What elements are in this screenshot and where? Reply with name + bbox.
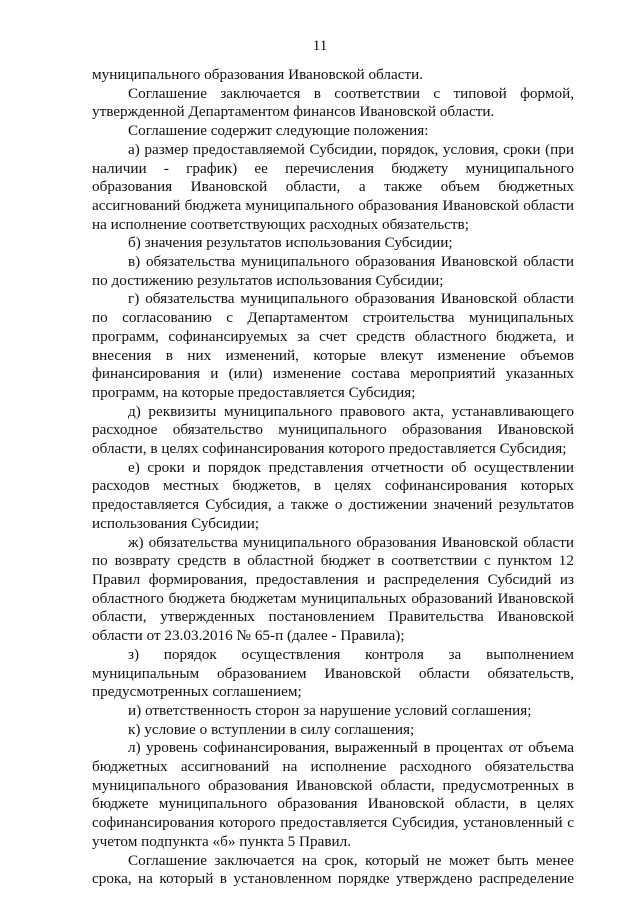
paragraph: к) условие о вступлении в силу соглашения;	[128, 720, 415, 738]
paragraph: муниципального образования Ивановской области.	[92, 66, 424, 83]
paragraph: б) значения результатов использования Субсидии;	[128, 234, 453, 252]
paragraph: л) уровень софинансирования, выраженный в процентах от объема бюджетных ассигнований на исполнение расходного обязательства муниципального образования Ивановской области, предусмотренных в бюджете муниципального образования Ивановской области, в целях софинансирования которого предоставляется Субсидия, установленный с учетом подпункта «б» пункта 5 Правил.	[92, 739, 574, 850]
page-number: 11	[312, 38, 328, 54]
paragraph: Соглашение заключается в соответствии с типовой формой, утвержденной Департаментом финансов Ивановской области.	[92, 84, 574, 121]
body-text	[92, 66, 574, 889]
paragraph: Соглашение содержит следующие положения:	[128, 122, 429, 140]
paragraph: ж) обязательства муниципального образования Ивановской области по возврату средств в областной бюджет в соответствии с пунктом 12 Правил формирования, предоставления и распределения Субсидий из областного бюджета бюджетам муниципальных образований Ивановской области, утвержденных постановлением Правительства Ивановской области от 23.03.2016 № 65-п (далее - Правила);	[92, 533, 574, 645]
paragraph: д) реквизиты муниципального правового акта, устанавливающего расходное обязательство муниципального образования Ивановской области, в целях софинансирования которого предоставляется Субсидия;	[92, 402, 574, 458]
paragraph: г) обязательства муниципального образования Ивановской области по согласованию с Департаментом строительства муниципальных программ, софинансируемых за счет средств областного бюджета, и внесения в них изменений, которые влекут изменение объемов финансирования и (или) изменение состава мероприятий указанных программ, на которые предоставляется Субсидия;	[92, 290, 574, 401]
paragraph: з) порядок осуществления контроля за выполнением муниципальным образованием Ивановской области обязательств, предусмотренных соглашением;	[92, 645, 574, 701]
paragraph: и) ответственность сторон за нарушение условий соглашения;	[128, 701, 532, 719]
paragraph: Соглашение заключается на срок, который не может быть менее срока, на который в установленном порядке утверждено распределение	[92, 851, 574, 888]
paragraph: а) размер предоставляемой Субсидии, порядок, условия, сроки (при наличии - график) ее перечисления бюджету муниципального образования Ивановской области, а также объем бюджетных ассигнований бюджета муниципального образования Ивановской области на исполнение соответствующих расходных обязательств;	[92, 140, 574, 233]
paragraph: в) обязательства муниципального образования Ивановской области по достижению результатов использования Субсидии;	[92, 253, 574, 289]
paragraph: е) сроки и порядок представления отчетности об осуществлении расходов местных бюджетов, в целях софинансирования которых предоставляется Субсидия, а также о достижении значений результатов использования Субсидии;	[92, 458, 574, 532]
